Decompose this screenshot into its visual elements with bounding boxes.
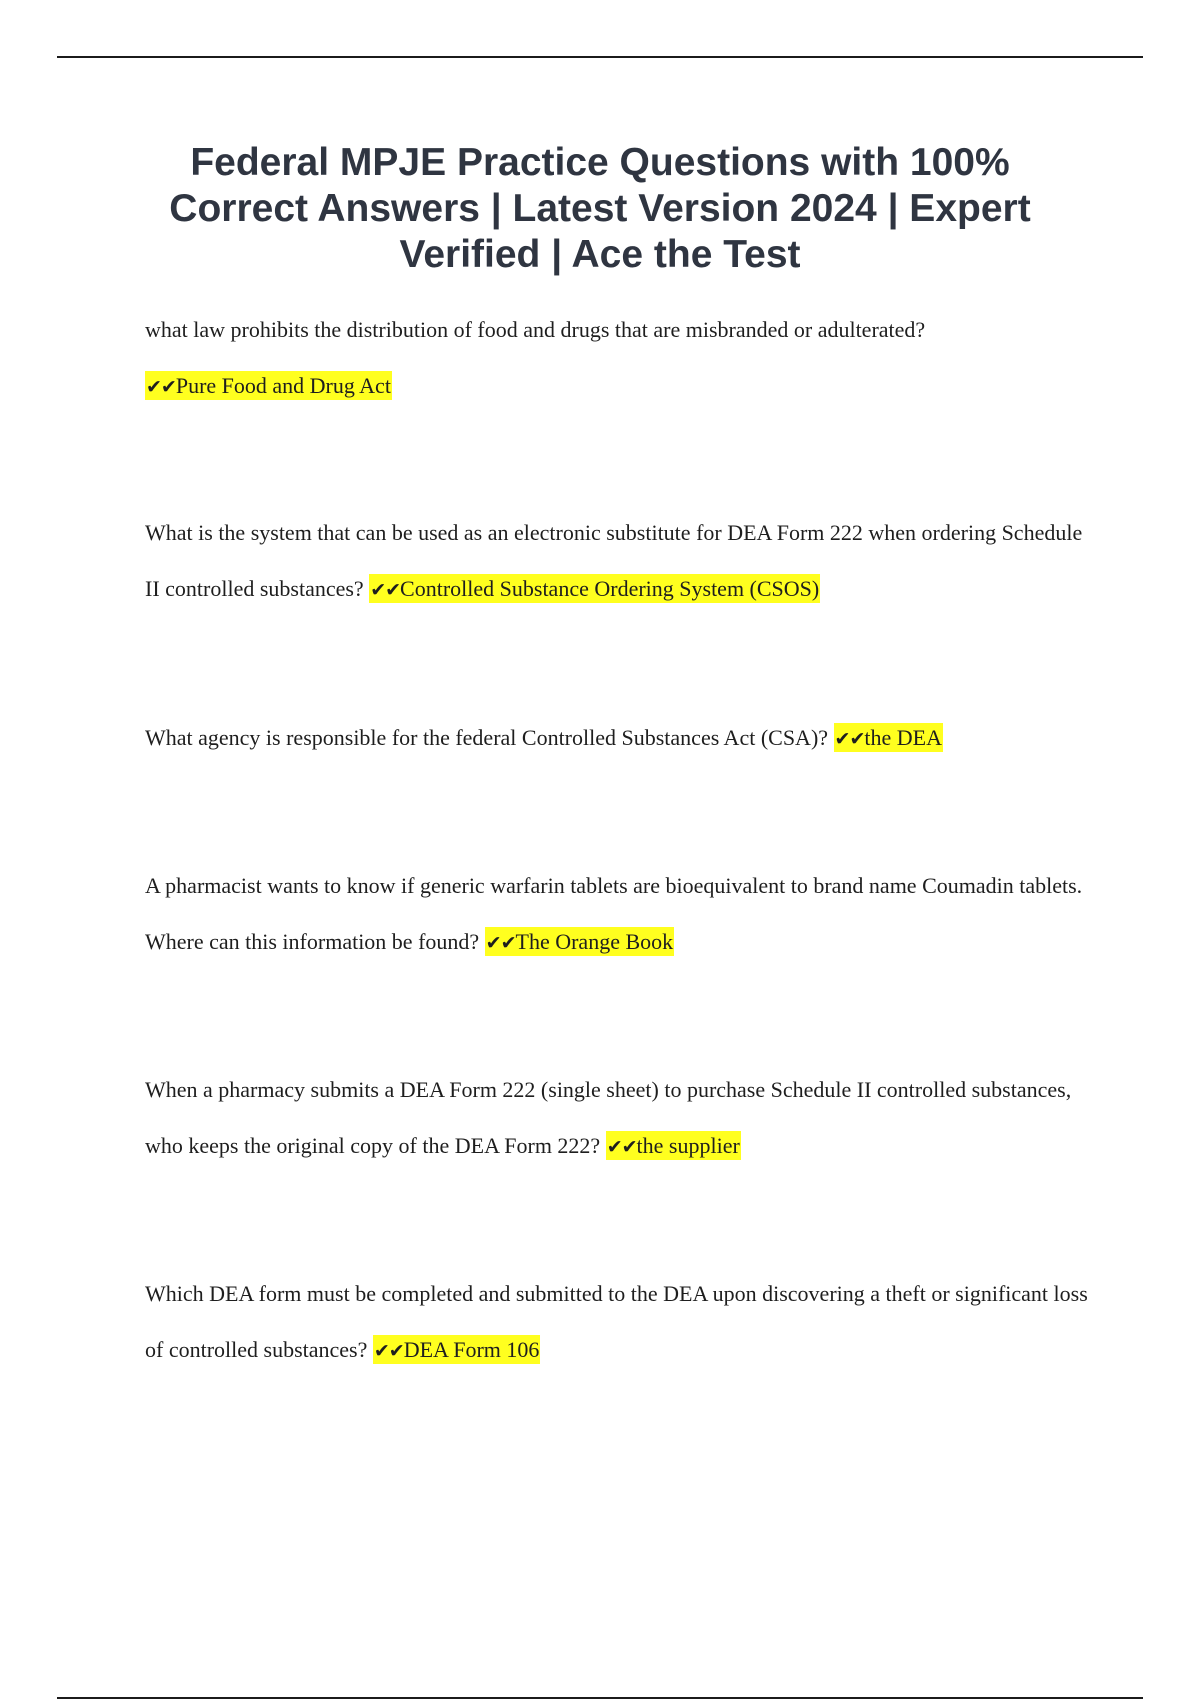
answer-highlight <box>369 574 820 603</box>
question-text: A pharmacist wants to know if generic warfarin tablets are bioequivalent to brand name Coumadin tablets. Where can this information be found? <box>145 873 1083 954</box>
check-mark-icon: ✔✔ <box>370 579 401 601</box>
check-mark-icon: ✔✔ <box>146 376 176 398</box>
answer-text: the supplier <box>636 1133 740 1158</box>
qa-item-2 <box>145 505 1095 618</box>
answer-text: Pure Food and Drug Act <box>175 373 391 398</box>
qa-item-6 <box>145 1266 1095 1379</box>
top-divider <box>57 56 1143 58</box>
qa-item-4 <box>145 858 1095 971</box>
check-mark-icon: ✔✔ <box>373 1340 404 1362</box>
question-text: What agency is responsible for the federal Controlled Substances Act (CSA)? <box>145 725 829 750</box>
question-text: Which DEA form must be completed and submitted to the DEA upon discovering a theft or significant loss of controlled substances? <box>145 1281 1088 1362</box>
question-text: what law prohibits the distribution of food and drugs that are misbranded or adulterated? <box>145 317 926 342</box>
bottom-divider <box>57 1697 1143 1699</box>
check-mark-icon: ✔✔ <box>485 932 516 954</box>
answer-text: Controlled Substance Ordering System (CSOS) <box>400 576 820 601</box>
qa-item-3 <box>145 710 1095 767</box>
question-text: What is the system that can be used as an electronic substitute for DEA Form 222 when ordering Schedule II controlled substances? <box>145 520 1083 601</box>
qa-item-5 <box>145 1062 1095 1175</box>
qa-item-1 <box>145 302 1095 415</box>
answer-highlight <box>373 1335 541 1364</box>
question-text: When a pharmacy submits a DEA Form 222 (single sheet) to purchase Schedule II controlled substances, who keeps the original copy of the DEA Form 222? <box>145 1077 1072 1158</box>
answer-highlight <box>485 927 674 956</box>
document-title: Federal MPJE Practice Questions with 100% Correct Answers | Latest Version 2024 | Expert Verified | Ace the Test <box>169 141 1031 276</box>
answer-highlight <box>145 371 392 400</box>
answer-text: The Orange Book <box>515 929 674 954</box>
check-mark-icon: ✔✔ <box>834 728 865 750</box>
answer-text: DEA Form 106 <box>403 1337 540 1362</box>
answer-text: the DEA <box>864 725 942 750</box>
answer-highlight <box>606 1131 741 1160</box>
check-mark-icon: ✔✔ <box>606 1136 637 1158</box>
answer-highlight <box>834 723 943 752</box>
